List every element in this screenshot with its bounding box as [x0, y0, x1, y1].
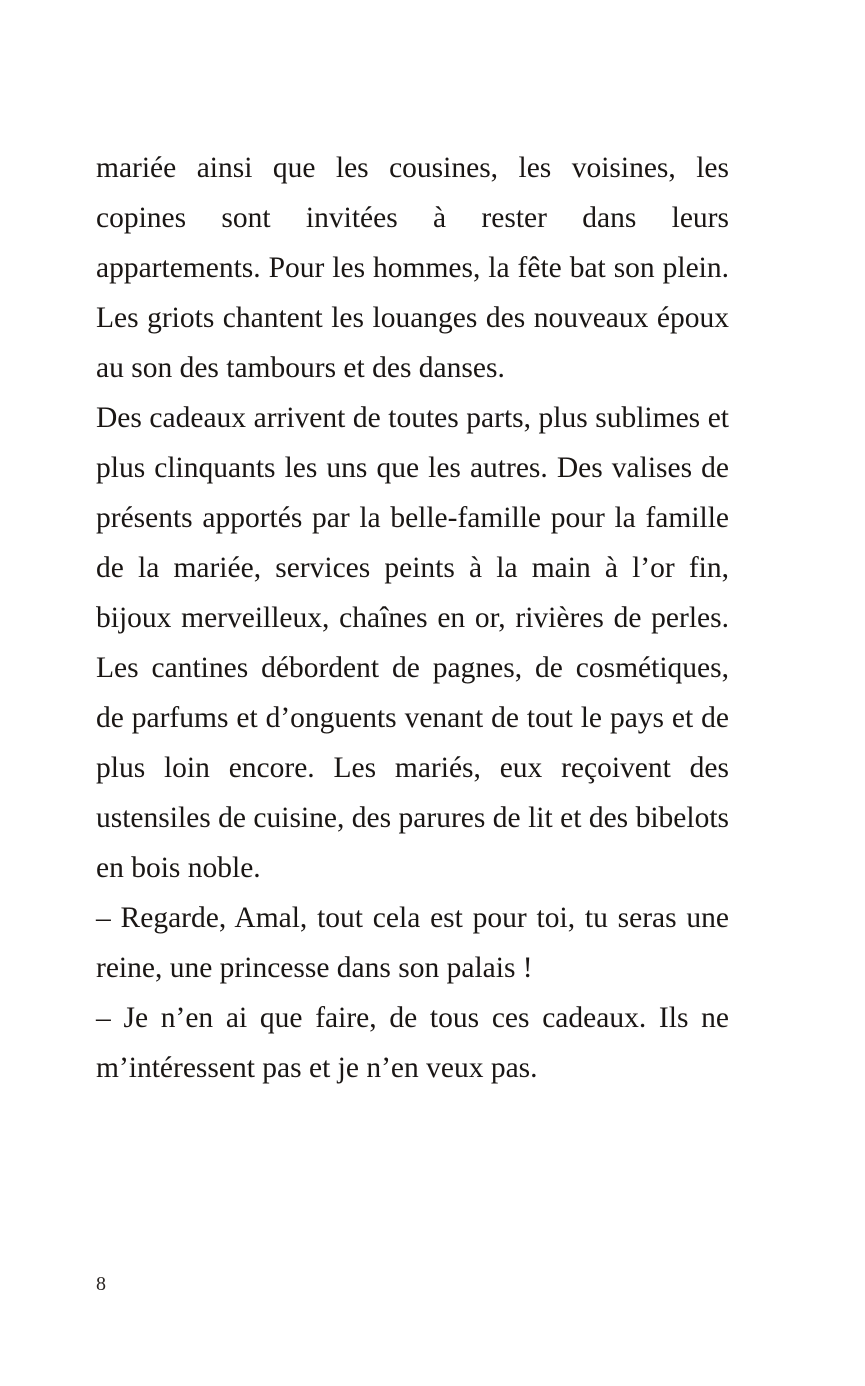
paragraph-gifts: Des cadeaux arrivent de toutes parts, plus sublimes et plus clinquants les uns que les autres. Des valises de présents apportés par la belle-famille pour la famille de la mariée, services peints à la main à l’or fin, bijoux merveilleux, chaînes en or, rivières de perles. Les cantines débordent de pagnes, de cosmétiques, de parfums et d’onguents venant de tout le pays et de plus loin encore. Les mariés, eux reçoivent des ustensiles de cuisine, des parures de lit et des bibelots en bois noble.: [96, 402, 729, 884]
dialogue-line-1: – Regarde, Amal, tout cela est pour toi, tu seras une reine, une princesse dans son palais !: [96, 902, 729, 984]
paragraph-continuation: mariée ainsi que les cousines, les voisines, les copines sont invitées à rester dans leurs appartements. Pour les hommes, la fête bat son plein. Les griots chantent les louanges des nouveaux époux au son des tambours et des danses.: [96, 152, 729, 384]
page-text-block: [96, 143, 729, 1093]
page-number: 8: [96, 1273, 106, 1295]
dialogue-line-2: – Je n’en ai que faire, de tous ces cadeaux. Ils ne m’intéressent pas et je n’en veux pas.: [96, 1002, 729, 1084]
